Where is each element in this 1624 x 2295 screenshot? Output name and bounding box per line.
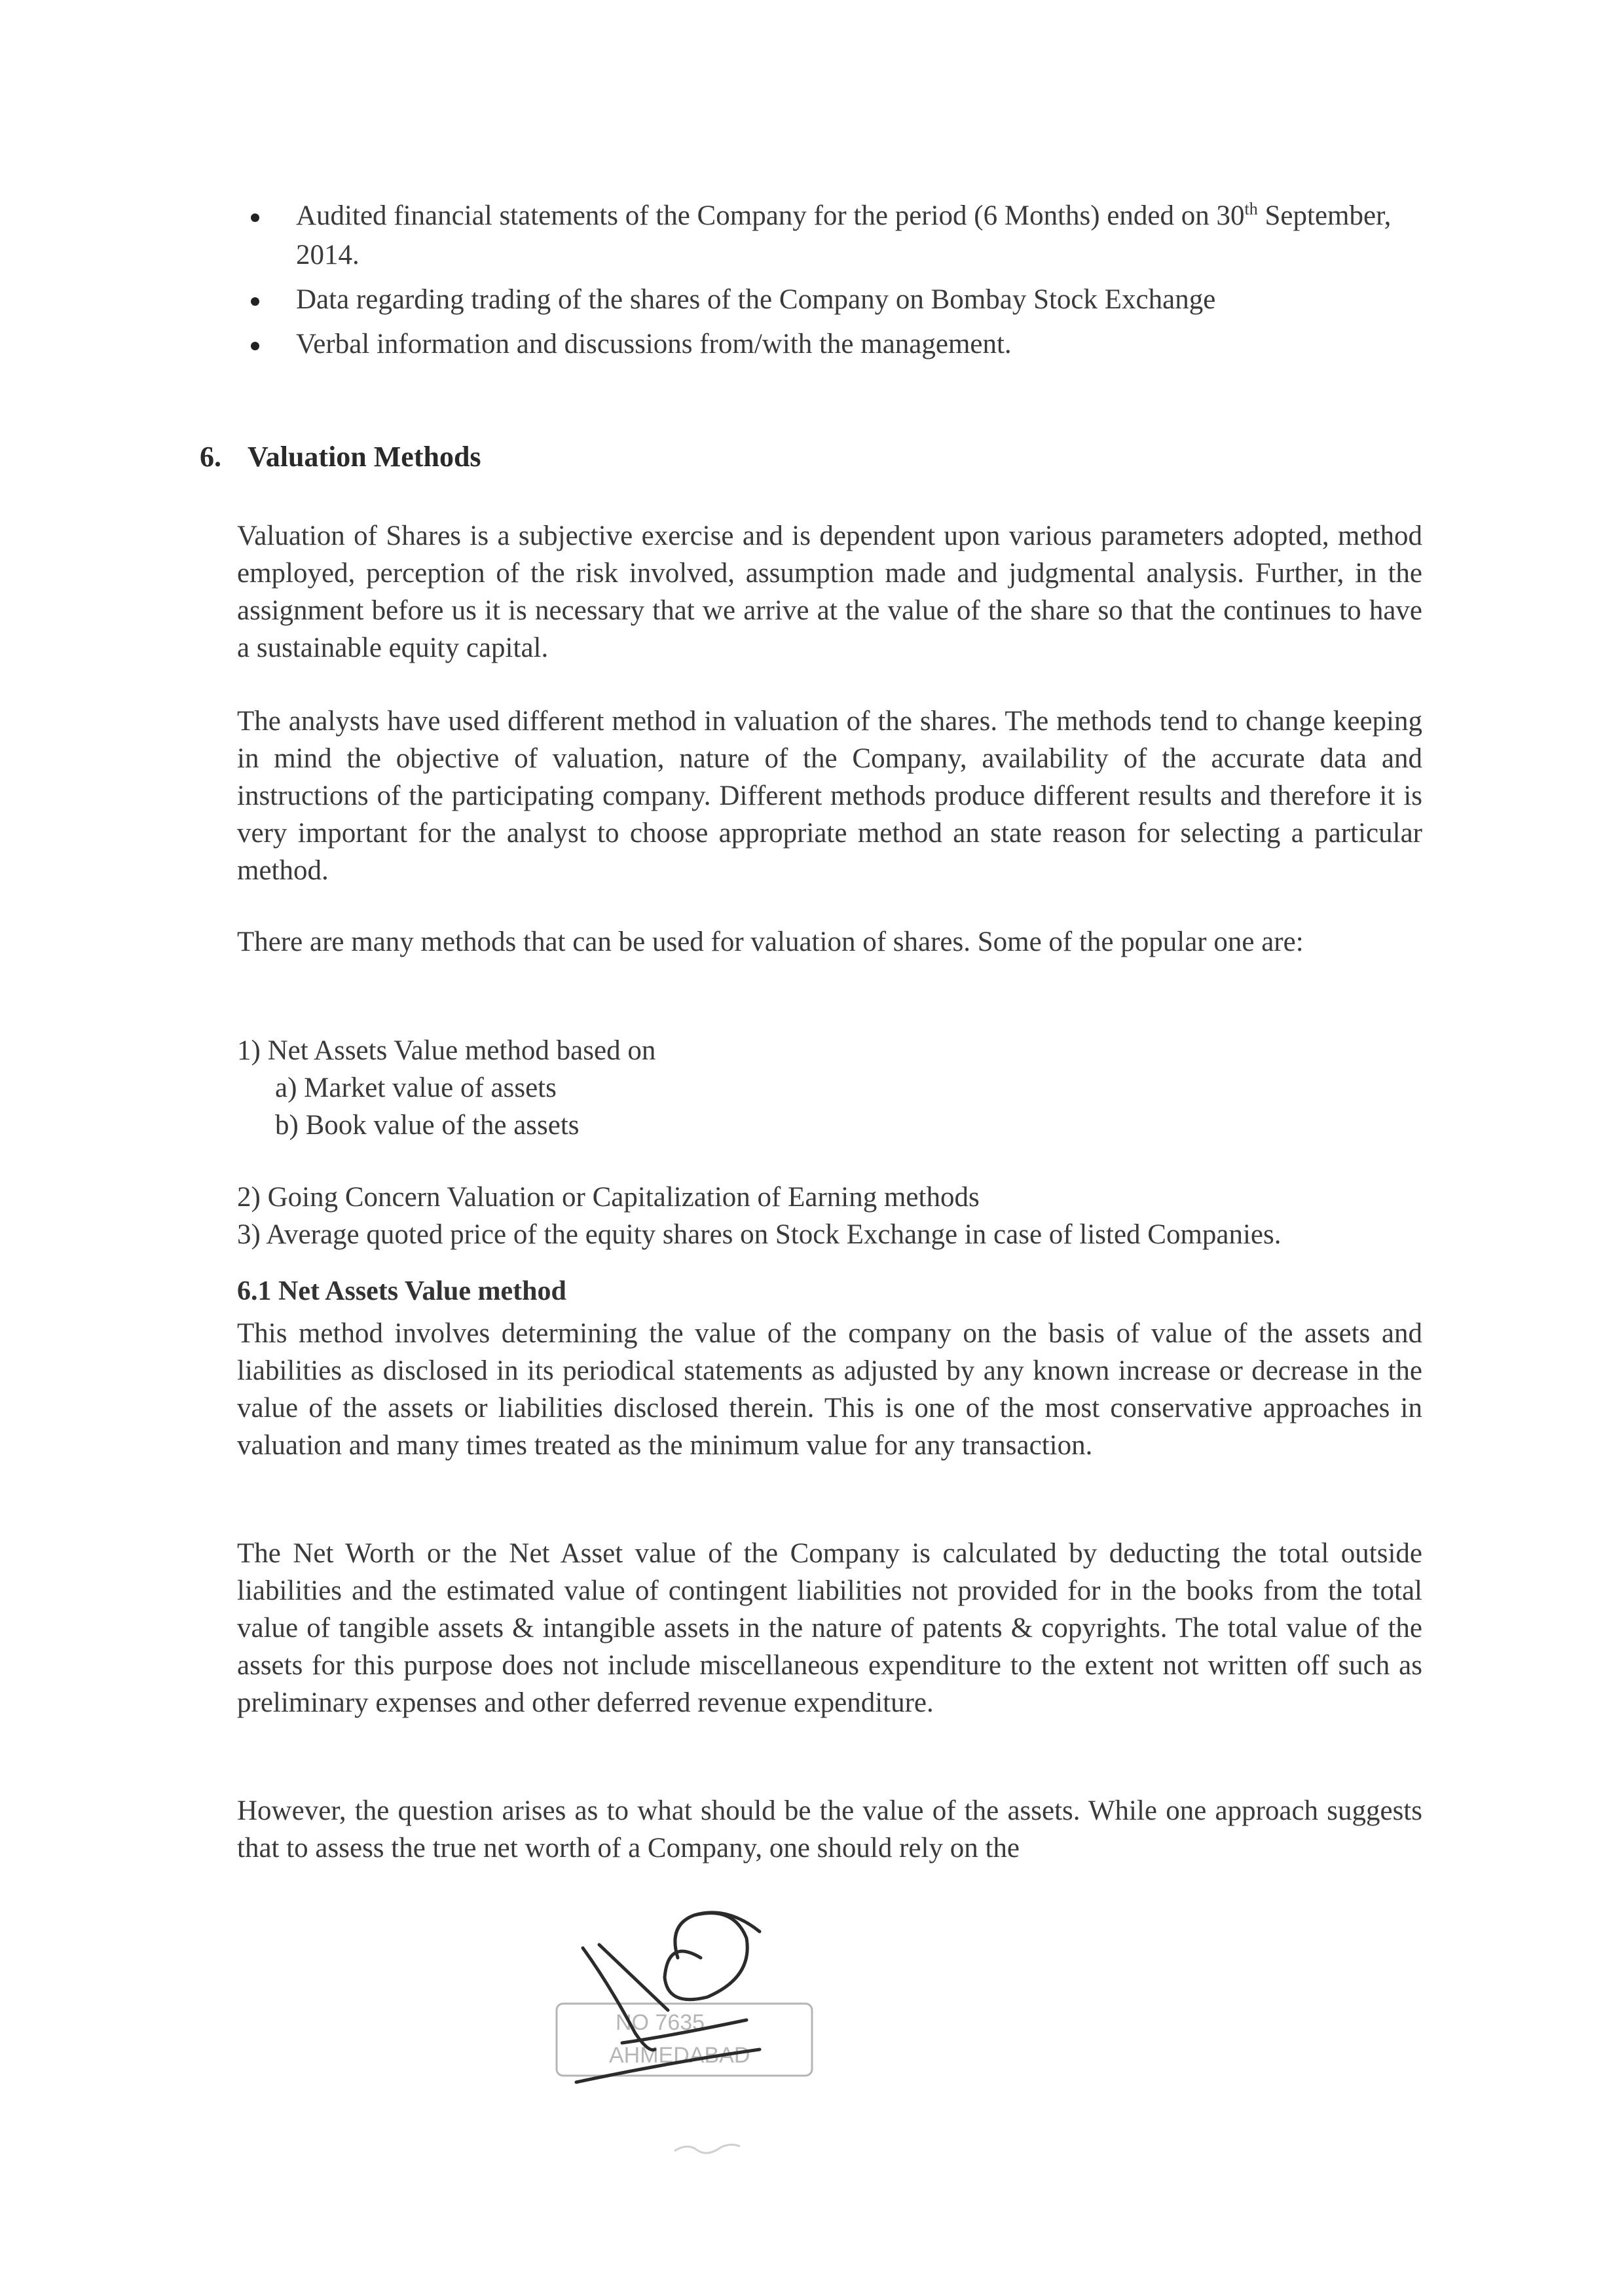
list-item [249, 325, 1401, 364]
paragraph: There are many methods that can be used for valuation of shares. Some of the popular one are: [237, 927, 1304, 957]
stamp-text: NO 7635 [616, 2010, 705, 2035]
paragraph: The analysts have used different method in valuation of the shares. The methods tend to change keeping in mind the objective of valuation, nature of the Company, availability of the accurate data and instructions of the participating company. Different methods produce different results and therefore it is very important for the analyst to choose appropriate method an state reason for selecting a particular method. [237, 706, 1422, 886]
paragraph: Valuation of Shares is a subjective exercise and is dependent upon various parameters adopted, method employed, perception of the risk involved, assumption made and judgmental analysis. Further, in the assignment before us it is necessary that we arrive at the value of the share so that the continues to have a sustainable equity capital. [237, 521, 1422, 663]
bullet-text-tail: September, 2014. [296, 200, 1392, 270]
subsection-heading: 6.1 Net Assets Value method [237, 1276, 566, 1306]
signature-stamp [537, 1886, 825, 2102]
paragraph: The Net Worth or the Net Asset value of the Company is calculated by deducting the total outside liabilities and the estimated value of contingent liabilities not provided for in the books from the total value of tangible assets & intangible assets in the nature of patents & copyrights. The total value of the assets for this purpose does not include miscellaneous expenditure to the extent not written off such as preliminary expenses and other deferred revenue expenditure. [237, 1538, 1422, 1718]
section-title: Valuation Methods [248, 441, 481, 473]
list-item [249, 280, 1401, 320]
method-subitem: b) Book value of the assets [275, 1110, 580, 1141]
stamp-text: AHMEDABAD [609, 2043, 750, 2068]
method-item: 2) Going Concern Valuation or Capitalization of Earning methods [237, 1182, 980, 1213]
page-number-mark [668, 2135, 747, 2161]
section-heading [200, 440, 481, 473]
superscript: th [1244, 199, 1258, 219]
method-item: 1) Net Assets Value method based on [237, 1035, 656, 1066]
list-item [249, 196, 1401, 275]
stamp-outline [557, 2004, 812, 2076]
paragraph: However, the question arises as to what should be the value of the assets. While one approach suggests that to assess the true net worth of a Company, one should rely on the [237, 1795, 1422, 1864]
section-number: 6. [200, 441, 221, 473]
source-list [249, 196, 1401, 369]
method-subitem: a) Market value of assets [275, 1073, 557, 1103]
bullet-text: Data regarding trading of the shares of the Company on Bombay Stock Exchange [296, 284, 1216, 315]
bullet-text: Verbal information and discussions from/with the management. [296, 329, 1012, 359]
paragraph: This method involves determining the value of the company on the basis of value of the assets and liabilities as disclosed in its periodical statements as adjusted by any known increase or decrease in the value of the assets or liabilities disclosed therein. This is one of the most conservative approaches in valuation and many times treated as the minimum value for any transaction. [237, 1318, 1422, 1461]
method-item: 3) Average quoted price of the equity shares on Stock Exchange in case of listed Companies. [237, 1219, 1282, 1250]
bullet-text: Audited financial statements of the Company for the period (6 Months) ended on 30 [296, 200, 1245, 231]
